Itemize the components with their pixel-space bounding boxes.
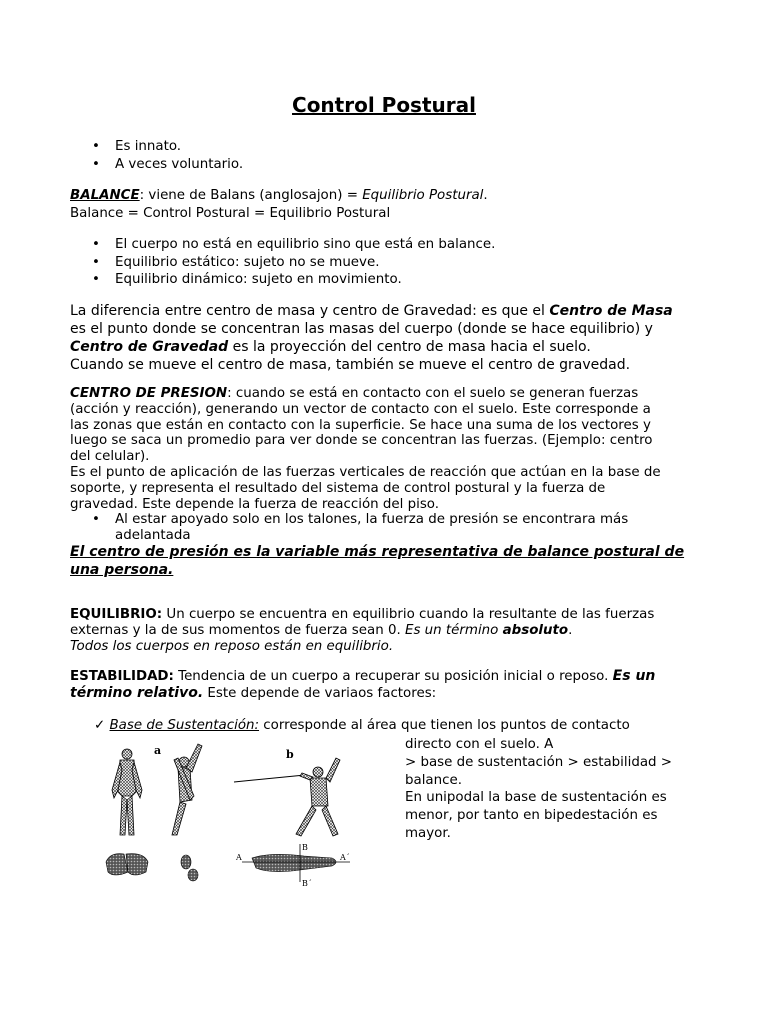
list-item [93,156,693,174]
list-item [93,236,693,254]
equilibrio-term: EQUILIBRIO: [70,607,163,622]
list-item-text: El cuerpo no está en equilibrio sino que está en balance. [115,237,496,252]
figure-label-b: b [286,748,294,761]
check-icon: ✓ [94,718,106,733]
base-text: balance. [405,772,462,788]
masa-paragraph [70,302,700,374]
presion-text: : cuando se está en contacto con el suelo se generan fuerzas [227,386,639,401]
posture-figure [100,740,356,890]
estabilidad-paragraph [70,668,700,702]
presion-conclusion [70,543,700,579]
presion-text: gravedad. Este depende la fuerza de reacción del piso. [70,496,440,512]
axis-label: A [236,853,242,862]
estabilidad-text: Este depende de variaos factores: [203,686,437,701]
list-item-text: adelantada [115,527,191,543]
balance-italic: Equilibrio Postural [362,188,484,203]
estabilidad-text: Tendencia de un cuerpo a recuperar su posición inicial o reposo. [173,669,613,684]
relativo-term: Es un [612,668,656,684]
balance-equation: Balance = Control Postural = Equilibrio Postural [70,206,391,221]
base-text: En unipodal la base de sustentación es [405,790,667,806]
bullet-icon: • [92,139,100,154]
list-item [93,254,693,272]
presion-text: Es el punto de aplicación de las fuerzas verticales de reacción que actúan en la base de [70,464,661,480]
equilibrio-text: . [568,623,573,638]
axis-label: B´ [302,879,312,888]
presion-term: CENTRO DE PRESION [70,386,228,401]
balance-text: : viene de Balans (anglosajon) = [139,188,363,203]
absoluto-term: absoluto [502,623,569,638]
list-item [93,512,693,544]
bullet-icon: • [92,272,100,287]
equilibrio-italic: Es un término [404,623,503,638]
estabilidad-term: ESTABILIDAD: [70,669,174,684]
equilibrio-text: externas y la de sus momentos de fuerza sean 0. [70,623,405,638]
fencer-figure [234,758,340,836]
presion-text: (acción y reacción), generando un vector de contacto con el suelo. Este corresponde a [70,401,651,417]
masa-text: La diferencia entre centro de masa y centro de Gravedad: es que el [70,303,550,319]
base-text: menor, por tanto en bipedestación es [405,808,658,824]
conclusion-text: El centro de presión es la variable más representativa de balance postural de [70,544,685,560]
bullet-icon: • [92,157,100,172]
base-text: > base de sustentación > estabilidad > [405,754,673,770]
presion-text: luego se saca un promedio para ver donde se concentran las fuerzas. (Ejemplo: centro [70,433,653,449]
standing-figure [112,749,142,835]
list-item [93,271,693,289]
leg-raised-figure [172,744,202,835]
figure-label-a: a [154,744,162,757]
page-title: Control Postural [292,93,476,117]
base-text: mayor. [405,825,451,841]
equilibrio-text: Un cuerpo se encuentra en equilibrio cuando la resultante de las fuerzas [162,607,655,622]
masa-text: es la proyección del centro de masa hacia el suelo. [228,339,591,355]
masa-text: es el punto donde se concentran las masas del cuerpo (donde se hace equilibrio) y [70,321,653,337]
bullet-icon: • [92,237,100,252]
presion-paragraph [70,386,700,512]
list-item-text: A veces voluntario. [115,157,244,172]
axis-label: B [302,843,308,852]
list-item-text: Equilibrio estático: sujeto no se mueve. [115,255,380,270]
bullet-icon: • [92,255,100,270]
posture-illustration [100,740,356,890]
base-description [405,736,705,843]
list-item-text: Es innato. [115,139,182,154]
presion-text: soporte, y representa el resultado del sistema de control postural y la fuerza de [70,480,606,496]
balance-definition [70,187,700,205]
balance-term: BALANCE [70,188,140,203]
masa-text: Cuando se mueve el centro de masa, también se mueve el centro de gravedad. [70,357,631,373]
list-item [93,138,693,156]
list-item-text: Al estar apoyado solo en los talones, la fuerza de presión se encontrara más [115,512,629,527]
bullet-icon: • [92,512,100,527]
footprints [106,854,336,881]
equilibrio-italic: Todos los cuerpos en reposo están en equilibrio. [70,639,394,654]
conclusion-text: una persona. [70,562,174,578]
presion-text: las zonas que están en contacto con la superficie. Se hace una suma de los vectores y [70,417,651,433]
relativo-term: término relativo. [70,685,204,701]
axis-label: A´ [340,853,350,862]
base-text: corresponde al área que tienen los puntos de contacto [259,718,630,733]
balance-end: . [483,188,488,203]
base-term: Base de Sustentación: [109,718,260,733]
list-item-text: Equilibrio dinámico: sujeto en movimiento. [115,272,402,287]
centro-gravedad-term: Centro de Gravedad [70,339,229,355]
centro-masa-term: Centro de Masa [549,303,673,319]
presion-text: del celular). [70,449,150,465]
base-sustentacion-item [94,717,694,735]
equilibrio-paragraph [70,607,700,655]
base-text: directo con el suelo. A [405,737,554,752]
